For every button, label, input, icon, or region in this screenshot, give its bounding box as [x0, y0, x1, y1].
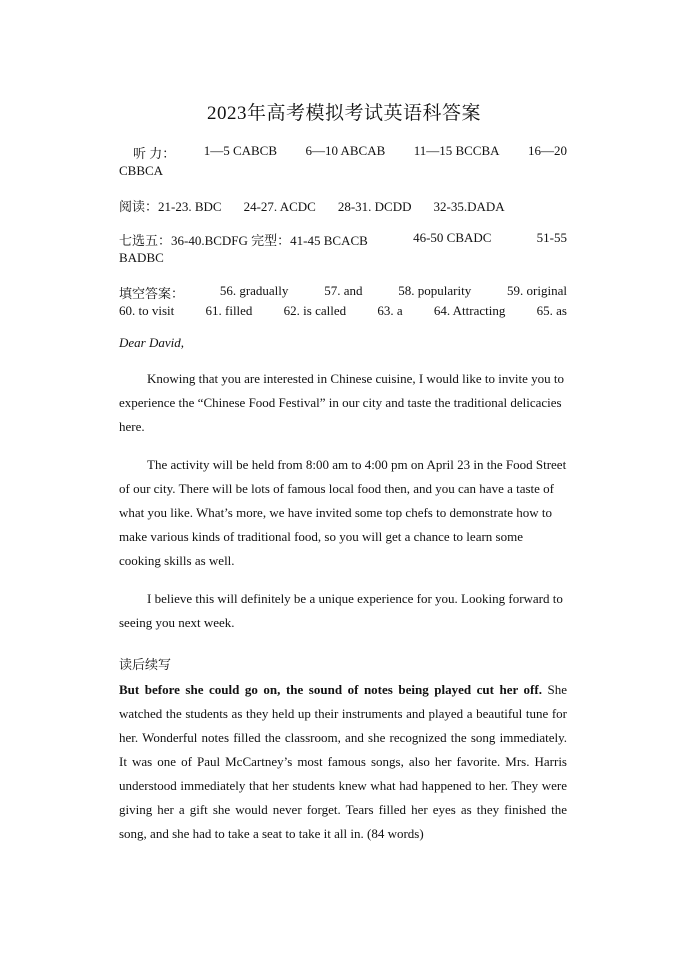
reading-group-1: 21-23. BDC: [158, 199, 222, 214]
continuation-heading: 读后续写: [119, 657, 172, 672]
fill-64: 64. Attracting: [433, 303, 506, 318]
fill-57: 57. and: [324, 283, 363, 298]
listening-group-1: 1—5 CABCB: [203, 143, 278, 158]
fill-62: 62. is called: [283, 303, 347, 318]
page-title: 2023年高考模拟考试英语科答案: [206, 103, 481, 124]
letter-paragraph-1: Knowing that you are interested in Chinese cuisine, I would like to invite you to experience the “Chinese Food Festival” in our city and taste the traditional delicacies here.: [119, 371, 565, 434]
cloze-group-3: 51-55: [536, 230, 567, 245]
letter-salutation: Dear David,: [119, 335, 184, 350]
listening-group-3: 11—15 BCCBA: [413, 143, 500, 158]
reading-group-4: 32-35.DADA: [433, 199, 505, 214]
reading-group-3: 28-31. DCDD: [337, 199, 412, 214]
listening-tail: CBBCA: [119, 163, 164, 178]
fill-63: 63. a: [377, 303, 403, 318]
fill-row-2: [119, 303, 567, 319]
listening-group-4: 16—20: [527, 143, 567, 158]
continuation-bold-lead: But before she could go on, the sound of notes being played cut her off.: [119, 682, 542, 697]
fill-61: 61. filled: [205, 303, 253, 318]
cloze-tail: BADBC: [119, 250, 164, 265]
cloze-row: [119, 230, 567, 249]
reading-label: 阅读：: [119, 199, 159, 214]
listening-row: [119, 143, 567, 162]
fill-row-1: [119, 283, 567, 302]
fill-58: 58. popularity: [398, 283, 472, 298]
cloze-group-2: 46-50 CBADC: [413, 230, 492, 245]
fill-60: 60. to visit: [119, 303, 175, 318]
listening-group-2: 6—10 ABCAB: [305, 143, 386, 158]
fill-65: 65. as: [536, 303, 567, 318]
continuation-paragraph: [119, 678, 567, 846]
fill-56: 56. gradually: [219, 283, 289, 298]
letter-paragraph-3: I believe this will definitely be a unique experience for you. Looking forward to seeing you next week.: [119, 591, 563, 630]
fill-59: 59. original: [507, 283, 567, 298]
continuation-body: She watched the students as they held up their instruments and played a beautiful tune for her. Wonderful notes filled the classroom, and she recognized the song immediately. It was one of Paul McCartney’s most famous songs, also her favorite. Mrs. Harris understood immediately that her students knew what had happened to her. They were giving her a gift she would never forget. Tears filled her eyes as they finished the song, and she had to take a seat to take it all in. (84 words): [119, 682, 568, 841]
reading-group-2: 24-27. ACDC: [243, 199, 316, 214]
listening-label: 听 力：: [133, 146, 176, 161]
fill-label: 填空答案：: [119, 286, 185, 301]
cloze-part-1: 七选五：36-40.BCDFG 完型：41-45 BCACB: [119, 233, 368, 248]
letter-paragraph-2: The activity will be held from 8:00 am to 4:00 pm on April 23 in the Food Street of our city. There will be lots of famous local food then, and you can have a taste of what you like. What’s more, we have invited some top chefs to demonstrate how to make various kinds of traditional food, so you will get a chance to learn some cooking skills as well.: [119, 457, 567, 568]
reading-row: [119, 196, 567, 215]
